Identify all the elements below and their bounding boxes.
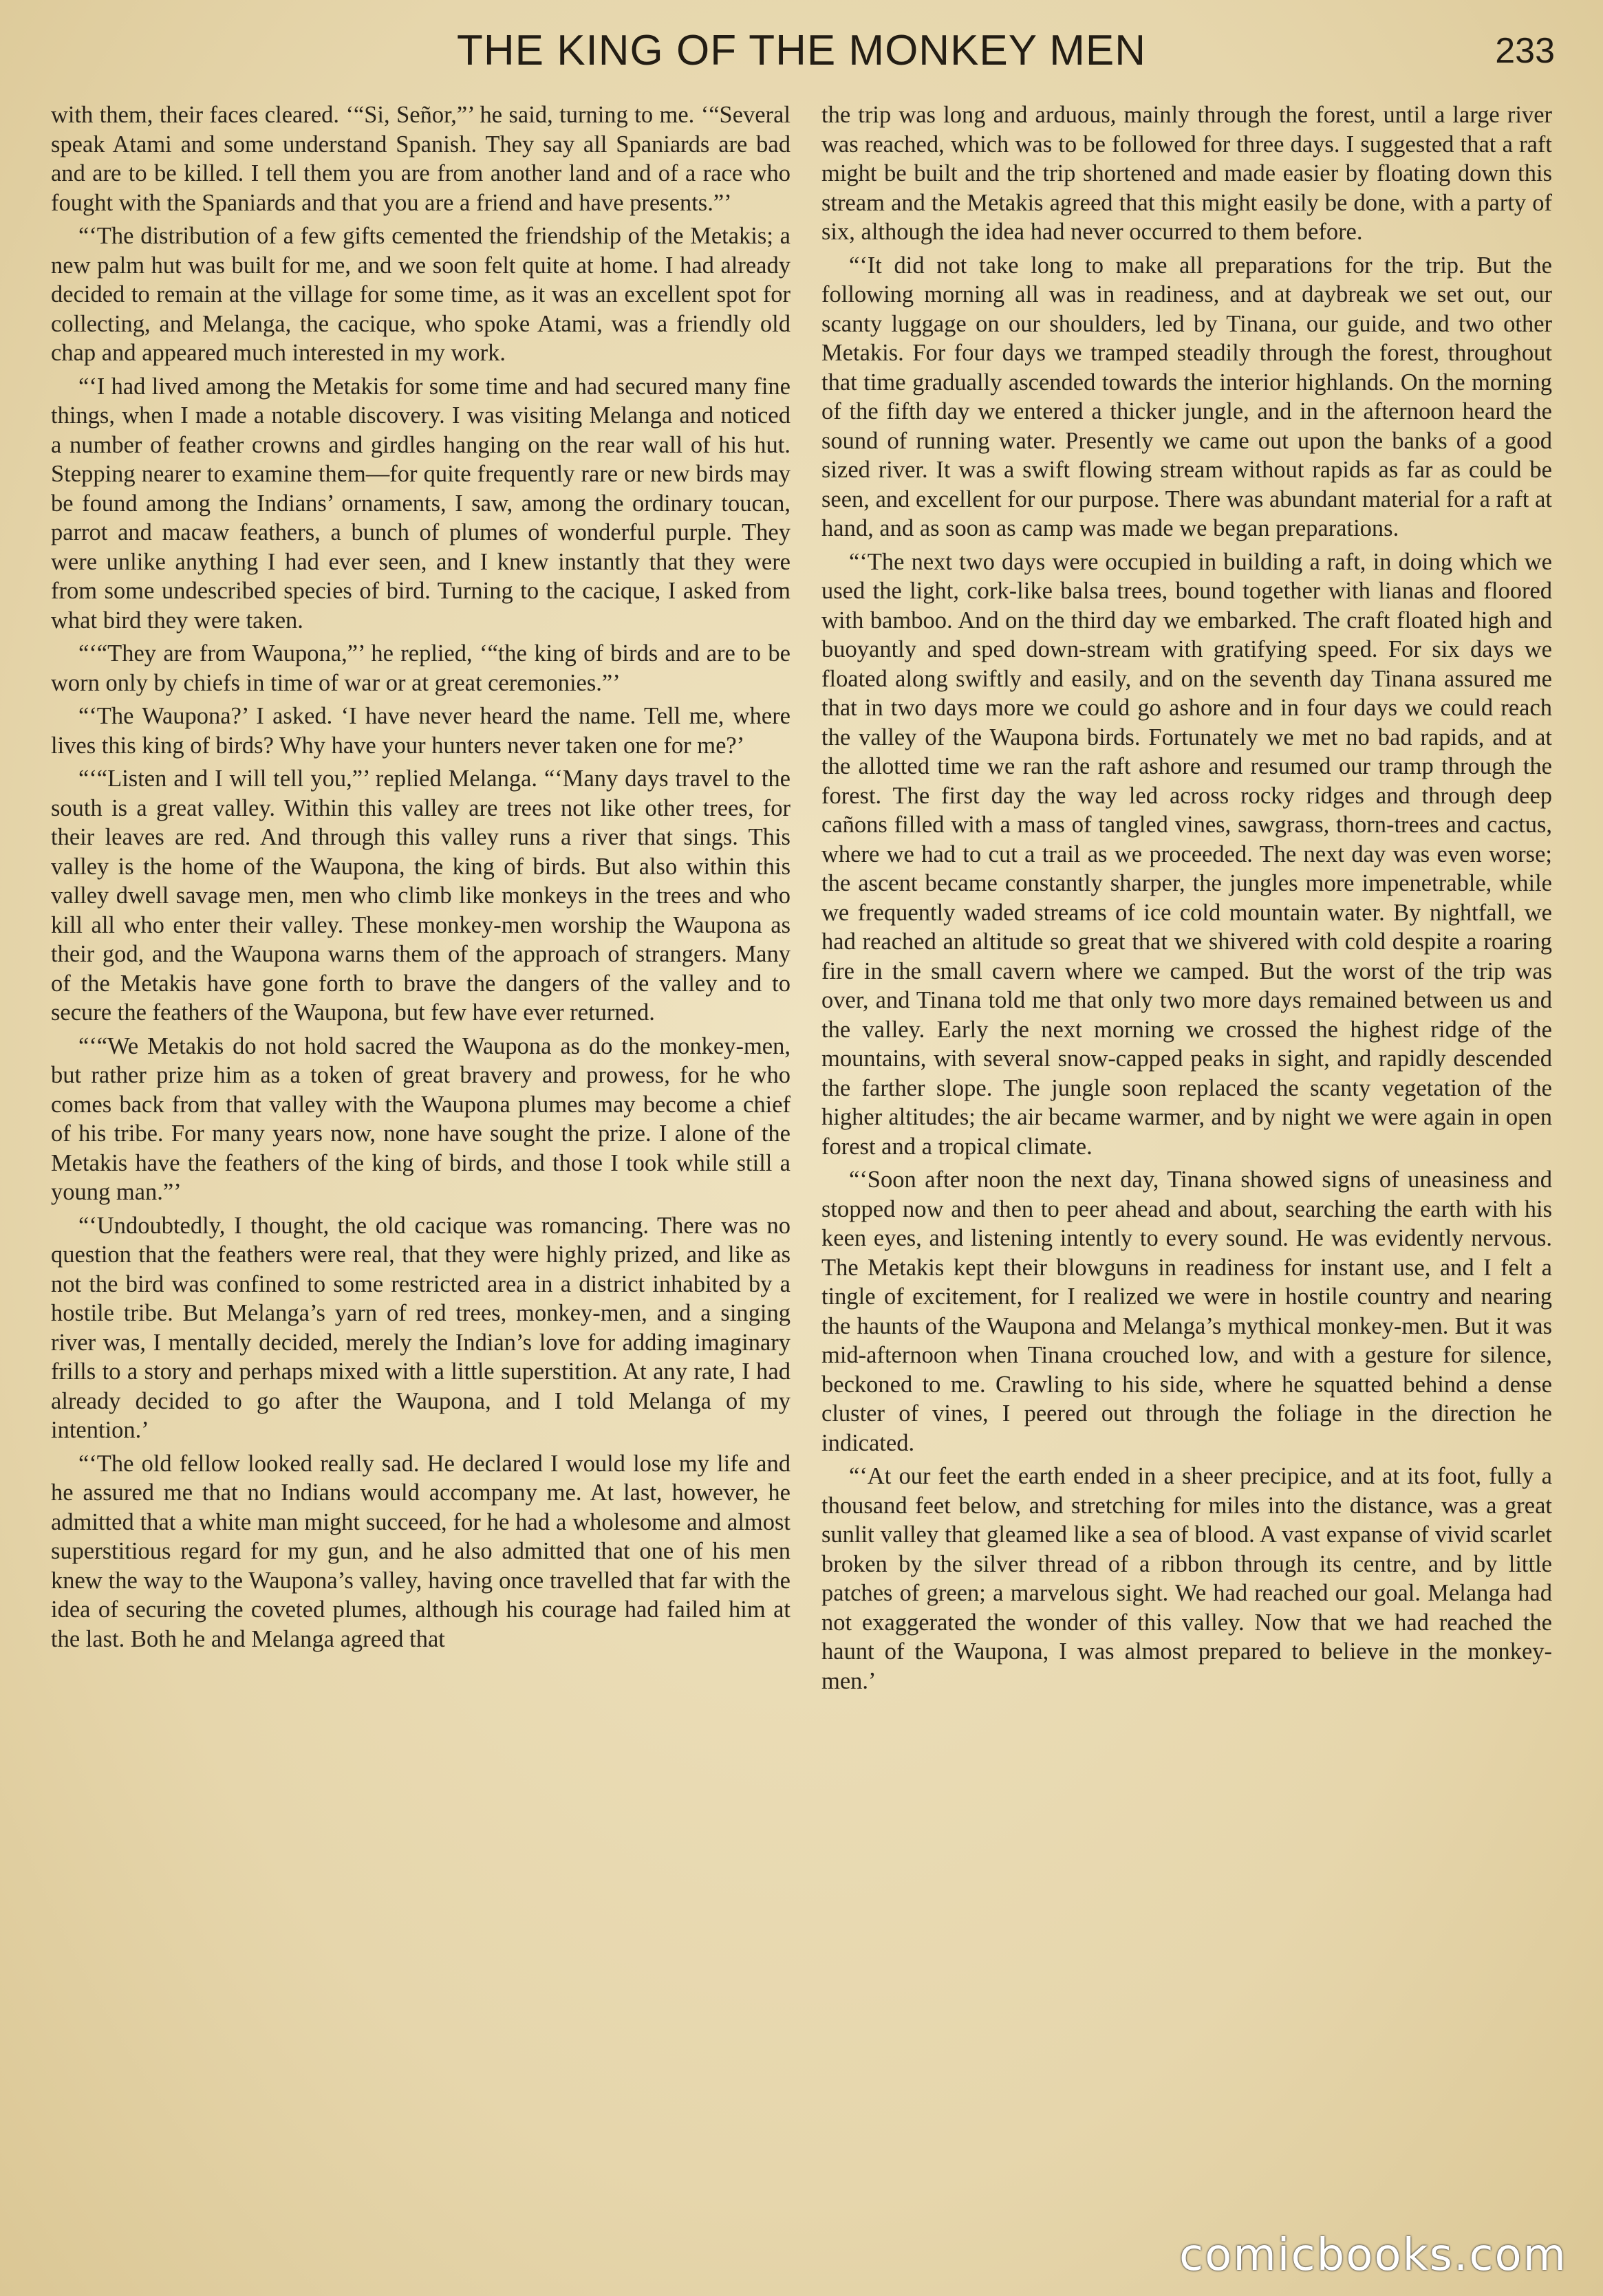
paragraph: “‘It did not take long to make all preparations for the trip. But the following morning all was in readiness, and at daybreak we set out, our scanty luggage on our shoulders, led by Tinana, our guide, and two other Metakis. For four days we tramped steadily through the forest, throughout that time gradually ascended towards the interior highlands. On the morning of the fifth day we entered a thicker jungle, and in the afternoon heard the sound of running water. Presently we came out upon the banks of a good sized river. It was a swift flowing stream without rapids as far as could be seen, and excellent for our purpose. There was abundant material for a raft at hand, and as soon as camp was made we began preparations. <box>821 252 1552 541</box>
paragraph: “‘The Waupona?’ I asked. ‘I have never heard the name. Tell me, where lives this king of birds? Why have your hunters never taken one for me?’ <box>51 703 790 759</box>
right-column <box>821 100 1552 1700</box>
page-number: 233 <box>1495 31 1555 71</box>
paragraph: “‘“We Metakis do not hold sacred the Waupona as do the monkey-men, but rather prize him as a token of great bravery and prowess, for he who comes back from that valley with the Waupona plumes may become a chief of his tribe. For many years now, none have sought the prize. I alone of the Metakis have the feathers of the king of birds, and those I took while still a young man.”’ <box>51 1032 790 1205</box>
paragraph: “‘I had lived among the Metakis for some time and had secured many fine things, when I made a notable discovery. I was visiting Melanga and noticed a number of feather crowns and girdles hanging on the rear wall of his hut. Stepping nearer to examine them—for quite frequently rare or new birds may be found among the Indians’ ornaments, I saw, among the ordinary toucan, parrot and macaw feathers, a bunch of plumes of wonderful purple. They were unlike anything I had ever seen, and I knew instantly that they were from some undescribed species of bird. Turning to the cacique, I asked from what bird they were taken. <box>51 373 790 633</box>
paragraph: “‘The distribution of a few gifts cemented the friendship of the Metakis; a new palm hut was built for me, and we soon felt quite at home. I had already decided to remain at the village for some time, as it was an excellent spot for collecting, and Melanga, the cacique, who spoke Atami, was a friendly old chap and appeared much interested in my work. <box>51 223 790 366</box>
watermark: comicbooks.com <box>1179 2230 1567 2281</box>
left-column <box>51 100 790 1658</box>
paragraph: “‘“They are from Waupona,”’ he replied, ‘“the king of birds and are to be worn only by chiefs in time of war or at great ceremonies.”’ <box>51 640 790 696</box>
paragraph: the trip was long and arduous, mainly through the forest, until a large river was reached, which was to be followed for three days. I suggested that a raft might be built and the trip shortened and made easier by floating down this stream and the Metakis agreed that this might easily be done, with a party of six, although the idea had never occurred to them before. <box>821 102 1552 245</box>
page-header <box>48 23 1555 78</box>
paragraph: “‘The next two days were occupied in building a raft, in doing which we used the light, cork-like balsa trees, bound together with lianas and floored with bamboo. And on the third day we embarked. The craft floated high and buoyantly and sped down-stream with gratifying speed. For six days we floated along swiftly and easily, and on the seventh day Tinana assured me that in two days more we could go ashore and in four days we could reach the valley of the Waupona birds. Fortunately we met no bad rapids, and at the allotted time we ran the raft ashore and resumed our tramp through the forest. The first day the way led across rocky ridges and through deep cañons filled with a mass of tangled vines, sawgrass, thorn-trees and cactus, where we had to cut a trail as we proceeded. The next day was even worse; the ascent became constantly sharper, the jungles more impenetrable, while we frequently waded streams of ice cold mountain water. By nightfall, we had reached an altitude so great that we shivered with cold despite a roaring fire in the small cavern where we camped. But the worst of the trip was over, and Tinana told me that only two more days remained between us and the valley. Early the next morning we crossed the highest ridge of the mountains, with several snow-capped peaks in sight, and rapidly descended the farther slope. The jungle soon replaced the scanty vegetation of the higher altitudes; the air became warmer, and by night we were again in open forest and a tropical climate. <box>821 548 1552 1160</box>
paragraph: “‘“Listen and I will tell you,”’ replied Melanga. “‘Many days travel to the south is a great valley. Within this valley are trees not like other trees, for their leaves are red. And through this valley runs a river that sings. This valley is the home of the Waupona, the king of birds. But also within this valley dwell savage men, men who climb like monkeys in the trees and who kill all who enter their valley. These monkey-men worship the Waupona as their god, and the Waupona warns them of the approach of strangers. Many of the Metakis have gone forth to brave the dangers of the valley and to secure the feathers of the Waupona, but few have ever returned. <box>51 766 790 1026</box>
paragraph: “‘Soon after noon the next day, Tinana showed signs of uneasiness and stopped now and then to peer ahead and about, searching the earth with his keen eyes, and listening intently to every sound. He was evidently nervous. The Metakis kept their blowguns in readiness for instant use, and I felt a tingle of excitement, for I realized we were in hostile country and nearing the haunts of the Waupona and Melanga’s mythical monkey-men. But it was mid-afternoon when Tinana crouched low, and with a gesture for silence, beckoned to me. Crawling to his side, where he squatted behind a dense cluster of vines, I peered out through the foliage in the direction he indicated. <box>821 1167 1552 1456</box>
paragraph: with them, their faces cleared. ‘“Si, Señor,”’ he said, turning to me. ‘“Several speak Atami and some understand Spanish. They say all Spaniards are bad and are to be killed. I tell them you are from another land and of a race who fought with the Spaniards and that you are a friend and have presents.”’ <box>51 102 790 216</box>
paragraph: “‘At our feet the earth ended in a sheer precipice, and at its foot, fully a thousand feet below, and stretching for miles into the distance, was a great sunlit valley that gleamed like a sea of blood. A vast expanse of vivid scarlet broken by the silver thread of a ribbon through its centre, and by little patches of green; a marvelous sight. We had reached our goal. Melanga had not exaggerated the wonder of this valley. Now that we had reached the haunt of the Waupona, I was almost prepared to believe in the monkey-men.’ <box>821 1463 1552 1694</box>
paragraph: “‘Undoubtedly, I thought, the old cacique was romancing. There was no question that the feathers were real, that they were highly prized, and like as not the bird was confined to some restricted area in a district inhabited by a hostile tribe. But Melanga’s yarn of red trees, monkey-men, and a singing river was, I mentally decided, merely the Indian’s love for adding imaginary frills to a story and perhaps mixed with a little superstition. At any rate, I had already decided to go after the Waupona, and I told Melanga of my intention.’ <box>51 1212 790 1443</box>
paragraph: “‘The old fellow looked really sad. He declared I would lose my life and he assured me that no Indians would accompany me. At last, however, he admitted that a white man might succeed, for he had a wholesome and almost superstitious regard for my gun, and he also admitted that one of his men knew the way to the Waupona’s valley, having once travelled that far with the idea of securing the coveted plumes, although his courage had failed him at the last. Both he and Melanga agreed that <box>51 1450 790 1652</box>
running-title: THE KING OF THE MONKEY MEN <box>456 27 1147 74</box>
